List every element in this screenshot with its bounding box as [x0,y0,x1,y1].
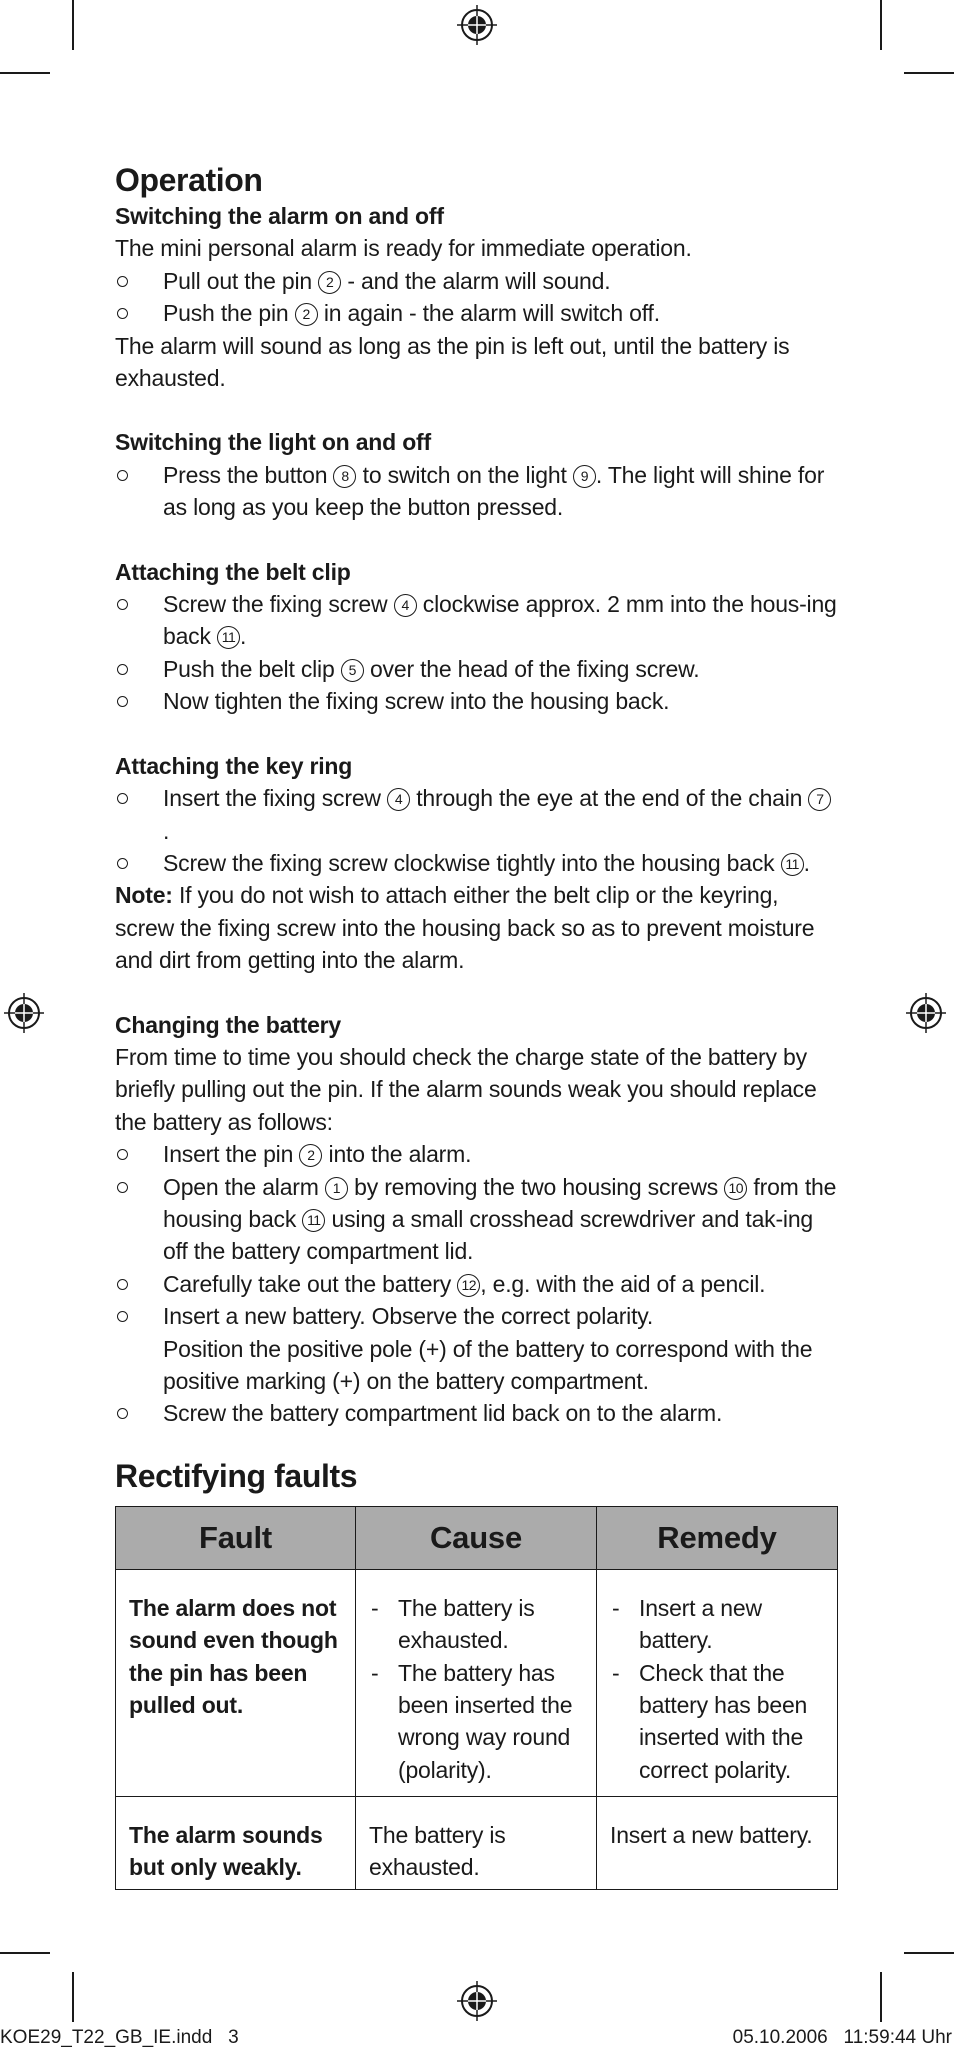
remedy-item: - Insert a new battery. [610,1592,825,1657]
cause-item: - The battery has been inserted the wrong way round (polarity). [369,1657,584,1787]
crop-mark-top-left-vertical [72,0,74,50]
list-item: Insert the fixing screw 4 through the eye at the end of the chain 7. [115,782,837,847]
note-label: Note: [115,882,173,909]
list-item: Open the alarm 1 by removing the two housing screws 10 from the housing back 11 using a small crosshead screwdriver and tak-ing off the battery compartment lid. [115,1171,837,1268]
bullet-list [115,265,837,330]
part-number-badge: 8 [333,465,356,488]
paragraph: The alarm will sound as long as the pin is left out, until the battery is exhausted. [115,332,790,392]
remedy-item: - Check that the battery has been inserted with the correct polarity. [610,1657,825,1787]
part-number-badge: 2 [299,1144,322,1167]
list-item: Carefully take out the battery 12 , e.g. with the aid of a pencil. [115,1268,837,1300]
fault-cell: The alarm does not sound even though the pin has been pulled out. [116,1569,356,1796]
list-item: Screw the fixing screw 4 clockwise approx. 2 mm into the hous-ing back 11 . [115,588,837,653]
section-title-rectifying-faults: Rectifying faults [115,1457,358,1494]
crop-mark-bottom-right-horizontal [904,1952,954,1954]
heading-switching-alarm: Switching the alarm on and off [115,203,444,229]
part-number-badge: 10 [724,1177,747,1200]
paragraph: The mini personal alarm is ready for immediate operation. [115,235,692,262]
column-header-remedy: Remedy [597,1506,838,1569]
part-number-badge: 5 [341,659,364,682]
bullet-list [115,588,837,718]
crop-mark-top-left-horizontal [0,72,50,74]
list-item: Insert the pin 2 into the alarm. [115,1138,837,1170]
heading-key-ring: Attaching the key ring [115,752,353,779]
list-item: Screw the fixing screw clockwise tightly into the housing back 11 . [115,847,837,879]
registration-mark-icon [906,993,946,1033]
list-item: Press the button 8 to switch on the light 9 . The light will shine for as long as you keep the button pressed. [115,459,837,524]
page-content [115,160,837,1890]
list-item: Screw the battery compartment lid back on to the alarm. [115,1397,837,1429]
crop-mark-top-right-vertical [880,0,882,50]
list-item: Push the pin 2 in again - the alarm will switch off. [115,297,837,329]
note-paragraph: Note: If you do not wish to attach either the belt clip or the keyring, screw the fixing screw into the housing back so as to prevent moisture and dirt from getting into the alarm. [115,882,815,974]
heading-changing-battery: Changing the battery [115,1011,342,1038]
column-header-cause: Cause [356,1506,597,1569]
part-number-badge: 2 [318,271,341,294]
remedy-cell [597,1569,838,1796]
part-number-badge: 4 [394,594,417,617]
column-header-fault: Fault [116,1506,356,1569]
footer-file-info: KOE29_T22_GB_IE.indd 3 [0,2027,239,2048]
section-title-operation: Operation [115,162,263,198]
heading-belt-clip: Attaching the belt clip [115,558,351,585]
faults-table [115,1506,838,1890]
remedy-cell: Insert a new battery. [597,1796,838,1889]
paragraph: From time to time you should check the charge state of the battery by briefly pulling out the pin. If the alarm sounds weak you should replace the battery as follows: [115,1043,817,1135]
registration-mark-icon [457,1981,497,2021]
bullet-list [115,782,837,879]
part-number-badge: 9 [573,465,596,488]
part-number-badge: 7 [808,788,831,811]
part-number-badge: 1 [325,1177,348,1200]
crop-mark-bottom-left-vertical [72,1972,74,2022]
cause-cell: The battery is exhausted. [356,1796,597,1889]
list-item: Now tighten the fixing screw into the housing back. [115,685,837,717]
crop-mark-bottom-right-vertical [880,1972,882,2022]
part-number-badge: 2 [295,303,318,326]
footer-timestamp: 05.10.2006 11:59:44 Uhr [732,2027,952,2048]
list-item: Pull out the pin 2 - and the alarm will sound. [115,265,837,297]
list-item: Insert a new battery. Observe the correct polarity. Position the positive pole (+) of the battery to correspond with the positive marking (+) on the battery compartment. [115,1300,837,1397]
fault-cell: The alarm sounds but only weakly. [116,1796,356,1889]
bullet-list [115,1138,837,1430]
table-row [116,1796,838,1889]
table-header-row [116,1506,838,1569]
crop-mark-bottom-left-horizontal [0,1952,50,1954]
crop-mark-top-right-horizontal [904,72,954,74]
part-number-badge: 11 [781,853,804,876]
part-number-badge: 12 [457,1274,480,1297]
list-item: Push the belt clip 5 over the head of the fixing screw. [115,653,837,685]
part-number-badge: 4 [387,788,410,811]
heading-switching-light: Switching the light on and off [115,429,431,456]
table-row [116,1569,838,1796]
cause-item: - The battery is exhausted. [369,1592,584,1657]
registration-mark-icon [457,5,497,45]
bullet-list [115,459,837,524]
cause-cell [356,1569,597,1796]
part-number-badge: 11 [302,1209,325,1232]
registration-mark-icon [4,993,44,1033]
part-number-badge: 11 [217,626,240,649]
